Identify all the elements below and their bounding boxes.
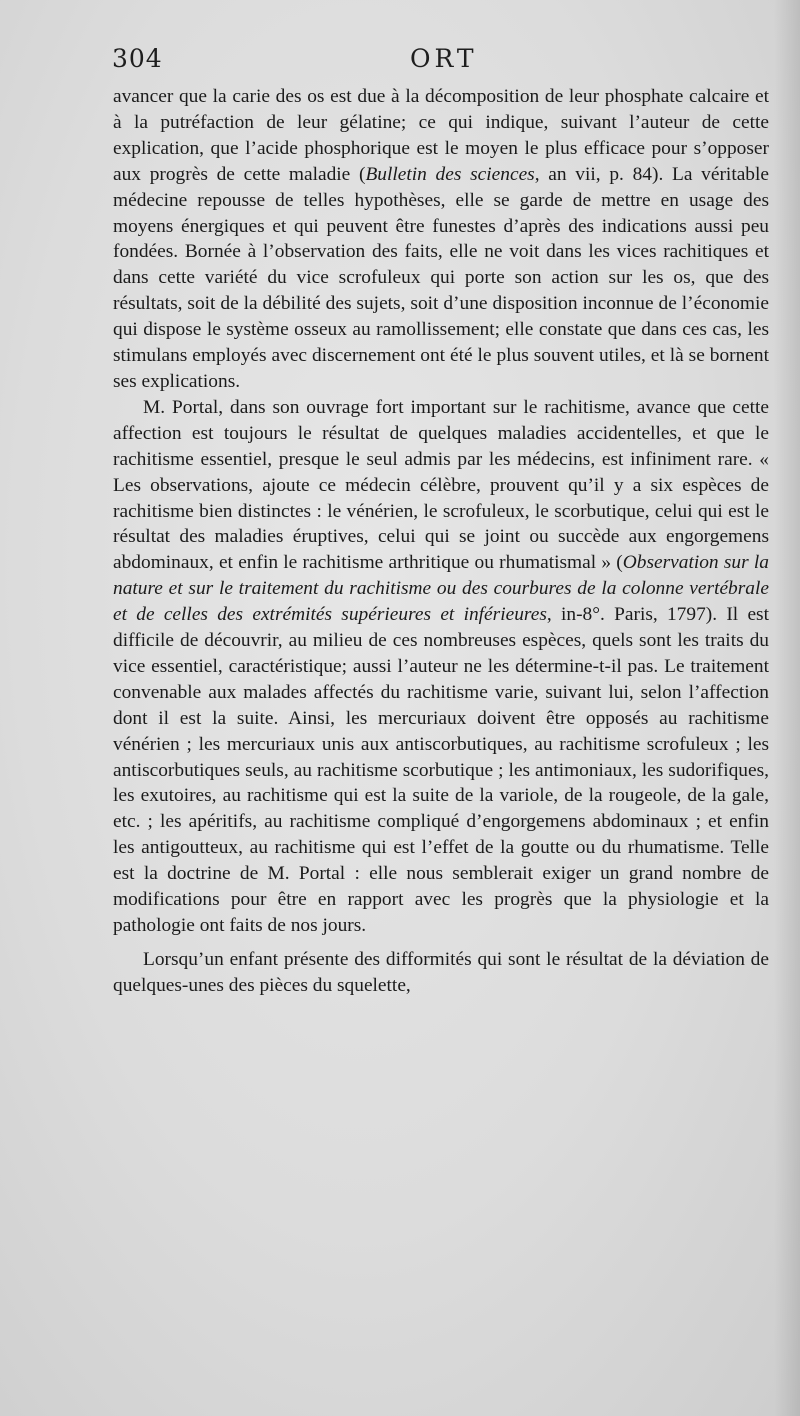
paragraph-3 [113,947,769,999]
paragraph-2-text-after: , in-8°. Paris, 1797). Il est difficile de découvrir, au milieu de ces nombreuses espèces, quels sont les traits du vice essentiel, caractéristique; aussi l’auteur ne les détermine-t-il pas. Le traitement convenable aux malades affectés du rachitisme varie, suivant lui, selon l’affection dont il est la suite. Ainsi, les mercuriaux doivent être opposés au rachitisme vénérien ; les mercuriaux unis aux antiscorbutiques, au rachitisme scrofuleux ; les antiscorbutiques seuls, au rachitisme scorbutique ; les antimoniaux, les sudorifiques, les exutoires, au rachitisme qui est la suite de la variole, de la rougeole, de la gale, etc. ; les apéritifs, au rachitisme compliqué d’engorgemens abdominaux ; et enfin les antigoutteux, au rachitisme qui est l’effet de la goutte ou du rhumatisme. Telle est la doctrine de M. Portal : elle nous semblerait exiger un grand nombre de modifications pour être en rapport avec les progrès que la physiologie et la pathologie ont faits de nos jours. [113,604,769,936]
paragraph-2-text: M. Portal, dans son ouvrage fort important sur le rachitisme, avance que cette affection est toujours le résultat de quelques maladies accidentelles, et que le rachitisme essentiel, presque le seul admis par les médecins, est infiniment rare. « Les observations, ajoute ce médecin célèbre, prouvent qu’il y a six espèces de rachitisme bien distinctes : le vénérien, le scrofuleux, le scorbutique, celui qui est le résultat des maladies éruptives, celui qui se joint ou succède aux engorgemens abdominaux, et enfin le rachitisme arthritique ou rhumatismal » ( [113,396,769,574]
body-text [113,84,769,999]
paragraph-3-text: Lorsqu’un enfant présente des difformités qui sont le résultat de la déviation de quelques-unes des pièces du squelette, [113,948,769,996]
paragraph-1 [113,84,769,395]
page-header [112,44,772,80]
paragraph-2-citation: Observation sur la nature et sur le traitement du rachitisme ou des courbures de la colonne vertébrale et de celles des extrémités supérieures et inférieures [113,552,769,626]
paragraph-1-text: avancer que la carie des os est due à la décomposition de leur phosphate calcaire et à la putréfaction de leur gélatine; ce qui indique, suivant l’auteur de cette explication, que l’acide phosphorique est le moyen le plus efficace pour s’opposer aux progrès de cette maladie ( [113,86,769,185]
page-edge-shadow [774,0,800,1416]
running-head: ORT [410,44,478,73]
paragraph-1-citation: Bulletin des sciences [365,163,535,185]
page-number: 304 [112,44,163,73]
paragraph-2 [113,395,769,939]
paragraph-1-text-after: , an vii, p. 84). La véritable médecine repousse de telles hypothèses, elle se garde de mettre en usage des moyens énergiques et qui peuvent être funestes d’après des indications aussi peu fondées. Bornée à l’observation des faits, elle ne voit dans les vices rachitiques et dans cette variété du vice scrofuleux qui porte son action sur les os, que des résultats, soit de la débilité des sujets, soit d’une disposition inconnue de l’économie qui dispose le système osseux au ramollissement; elle constate que dans ces cas, les stimulans employés avec discernement ont été le plus souvent utiles, et là se bornent ses explications. [113,163,769,392]
